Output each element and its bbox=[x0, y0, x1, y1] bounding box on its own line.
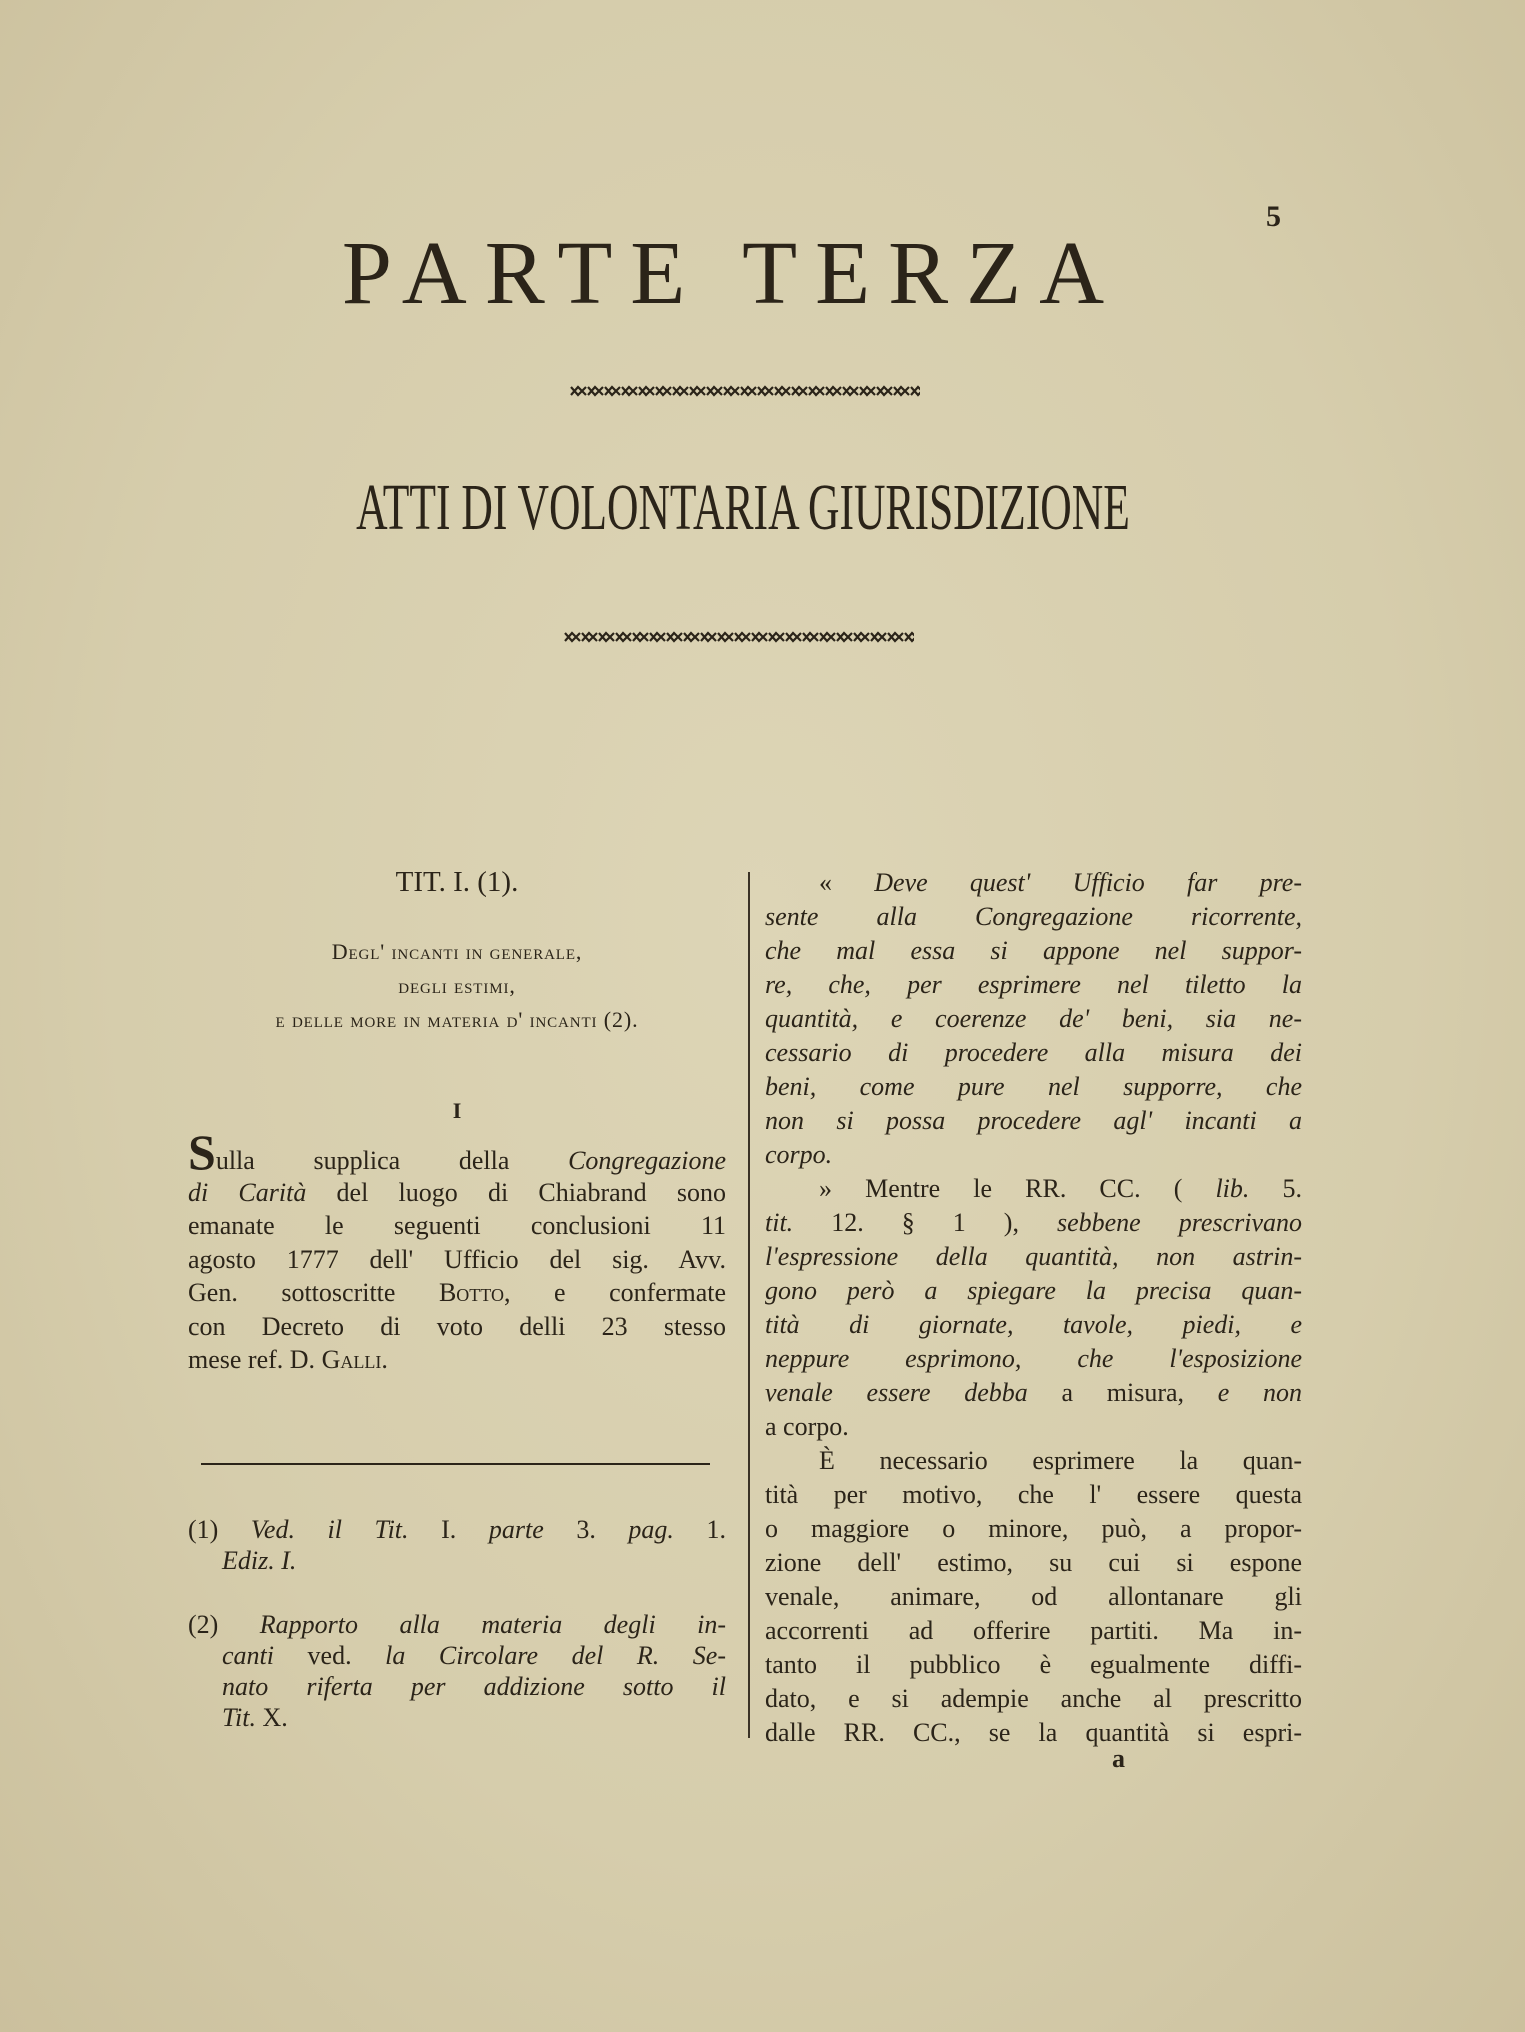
text-segment: sebbene prescrivano bbox=[1056, 1208, 1302, 1237]
text-segment: « bbox=[819, 868, 875, 897]
left-body-text bbox=[188, 1124, 726, 1377]
section-number: I bbox=[452, 1098, 462, 1123]
page-number: 5 bbox=[1266, 200, 1281, 233]
text-segment: l'espressione della quantità, non astrin- bbox=[765, 1242, 1302, 1271]
text-segment: tanto il pubblico è egualmente diffi- bbox=[765, 1650, 1302, 1679]
text-segment: gono però a spiegare la precisa quan- bbox=[765, 1276, 1302, 1305]
text-line bbox=[188, 1124, 726, 1180]
text-line bbox=[765, 968, 1302, 1002]
right-body-text bbox=[765, 866, 1302, 1750]
text-line bbox=[188, 1514, 726, 1545]
text-segment: beni, come pure nel supporre, che bbox=[765, 1072, 1302, 1101]
text-segment: Congregazione bbox=[568, 1146, 726, 1175]
text-segment: agosto 1777 dell' Ufficio del sig. Avv. bbox=[188, 1244, 726, 1274]
text-segment: X. bbox=[255, 1703, 288, 1732]
text-segment: 1. bbox=[673, 1515, 727, 1544]
text-segment: Galli bbox=[321, 1345, 382, 1374]
text-line bbox=[765, 1648, 1302, 1682]
text-line bbox=[765, 1478, 1302, 1512]
text-segment: emanate le seguenti conclusioni 11 bbox=[188, 1211, 726, 1240]
part-title: PARTE TERZA bbox=[341, 224, 1123, 323]
text-segment: tit. bbox=[765, 1208, 794, 1237]
text-line bbox=[765, 1104, 1302, 1138]
text-segment: . bbox=[381, 1345, 388, 1374]
text-line bbox=[188, 1545, 726, 1576]
text-line bbox=[765, 1444, 1302, 1478]
ornament-divider bbox=[570, 384, 920, 398]
text-segment: pag. bbox=[628, 1515, 674, 1544]
text-line bbox=[765, 1410, 1302, 1444]
text-line bbox=[765, 1716, 1302, 1750]
text-segment: cessario di procedere alla misura dei bbox=[765, 1038, 1302, 1067]
text-segment: lib. bbox=[1215, 1174, 1250, 1203]
text-segment: o maggiore o minore, può, a propor- bbox=[765, 1514, 1302, 1543]
text-line bbox=[765, 1002, 1302, 1036]
subheading-line: degli estimi, bbox=[398, 973, 516, 998]
text-segment: Botto bbox=[438, 1278, 504, 1307]
text-line bbox=[188, 1640, 726, 1671]
text-segment: nato riferta per addizione sotto il bbox=[222, 1672, 726, 1701]
text-segment: canti bbox=[222, 1641, 274, 1670]
text-segment: sente alla Congregazione ricorrente, bbox=[765, 902, 1302, 931]
text-line bbox=[188, 1243, 726, 1277]
subheading-line: e delle more in materia d' incanti (2). bbox=[275, 1007, 639, 1032]
text-line bbox=[765, 1036, 1302, 1070]
text-segment: (1) bbox=[188, 1515, 251, 1544]
text-segment: corpo. bbox=[765, 1140, 833, 1169]
ornament-divider bbox=[564, 630, 914, 644]
text-line bbox=[765, 1614, 1302, 1648]
text-segment: 3. bbox=[543, 1515, 629, 1544]
text-line bbox=[765, 1138, 1302, 1172]
text-segment: quantità, e coerenze de' beni, sia ne- bbox=[765, 1004, 1302, 1033]
subheading-line: Degl' incanti in generale, bbox=[331, 939, 583, 964]
text-segment: (2) bbox=[188, 1610, 260, 1639]
text-line bbox=[188, 1609, 726, 1640]
text-line bbox=[765, 1172, 1302, 1206]
text-segment: ved. bbox=[274, 1641, 386, 1670]
title-heading: TIT. I. (1). bbox=[395, 866, 519, 898]
text-segment: » Mentre le RR. CC. ( bbox=[819, 1174, 1216, 1203]
text-segment: e non bbox=[1217, 1378, 1302, 1407]
text-line bbox=[765, 1206, 1302, 1240]
text-line bbox=[765, 866, 1302, 900]
text-segment: con Decreto di voto delli 23 stesso bbox=[188, 1311, 726, 1341]
column-divider bbox=[748, 872, 750, 1738]
text-line bbox=[765, 1376, 1302, 1410]
text-segment: Deve quest' Ufficio far pre- bbox=[874, 868, 1302, 897]
text-segment: di Carità bbox=[188, 1177, 307, 1207]
text-segment: dato, e si adempie anche al prescritto bbox=[765, 1684, 1302, 1713]
text-segment: del luogo di Chiabrand sono bbox=[306, 1177, 726, 1207]
text-segment: Ved. il Tit. bbox=[250, 1515, 409, 1544]
footnote-rule bbox=[201, 1463, 710, 1465]
text-segment: non si possa procedere agl' incanti a bbox=[765, 1106, 1302, 1135]
text-segment: a corpo. bbox=[765, 1412, 849, 1441]
text-line bbox=[765, 1546, 1302, 1580]
text-line bbox=[188, 1276, 726, 1310]
text-segment: zione dell' estimo, su cui si espone bbox=[765, 1548, 1302, 1577]
text-segment: Gen. sottoscritte bbox=[188, 1278, 439, 1307]
text-segment: venale, animare, od allontanare gli bbox=[765, 1582, 1302, 1611]
text-segment: Tit. bbox=[222, 1703, 256, 1732]
text-segment: venale essere debba bbox=[765, 1378, 1028, 1407]
text-line bbox=[188, 1176, 726, 1210]
text-line bbox=[765, 1274, 1302, 1308]
spacer bbox=[188, 1576, 726, 1609]
title-subheadings bbox=[188, 935, 726, 1037]
text-line bbox=[188, 1310, 726, 1344]
text-segment: 12. § 1 ), bbox=[793, 1208, 1057, 1237]
text-line bbox=[765, 900, 1302, 934]
text-segment: re, che, per esprimere nel tiletto la bbox=[765, 970, 1302, 999]
signature-mark: a bbox=[1112, 1744, 1125, 1773]
text-segment: È necessario esprimere la quan- bbox=[819, 1446, 1302, 1475]
text-segment: dalle RR. CC., se la quantità si espri- bbox=[765, 1718, 1302, 1747]
text-segment: che mal essa si appone nel suppor- bbox=[765, 936, 1302, 965]
text-segment: Ediz. I. bbox=[222, 1546, 297, 1575]
text-line bbox=[765, 1070, 1302, 1104]
section-title: ATTI DI VOLONTARIA GIURISDIZIONE bbox=[356, 471, 1130, 544]
footnotes bbox=[188, 1514, 726, 1733]
text-segment: Rapporto alla materia degli in- bbox=[259, 1610, 727, 1639]
text-line bbox=[188, 1671, 726, 1702]
text-segment: parte bbox=[488, 1515, 544, 1544]
drop-cap: S bbox=[188, 1124, 216, 1180]
text-segment: I. bbox=[408, 1515, 489, 1544]
text-line bbox=[765, 1308, 1302, 1342]
text-line bbox=[765, 1580, 1302, 1614]
text-segment: ulla supplica della bbox=[215, 1146, 569, 1175]
text-segment: neppure esprimono, che l'esposizione bbox=[765, 1344, 1302, 1373]
text-segment: , e confermate bbox=[503, 1278, 726, 1307]
text-segment: tità per motivo, che l' essere questa bbox=[765, 1480, 1302, 1509]
text-segment: mese ref. D. bbox=[188, 1345, 322, 1374]
text-line bbox=[765, 1682, 1302, 1716]
text-segment: a misura, bbox=[1027, 1378, 1218, 1407]
text-line bbox=[188, 1209, 726, 1243]
text-segment: 5. bbox=[1249, 1174, 1303, 1203]
text-line bbox=[188, 1702, 726, 1733]
text-line bbox=[765, 1342, 1302, 1376]
text-segment: tità di giornate, tavole, piedi, e bbox=[765, 1310, 1302, 1339]
right-column bbox=[765, 866, 1302, 1750]
text-line bbox=[765, 1512, 1302, 1546]
text-line bbox=[765, 1240, 1302, 1274]
text-segment: accorrenti ad offerire partiti. Ma in- bbox=[765, 1616, 1302, 1645]
text-segment: la Circolare del R. Se- bbox=[385, 1641, 726, 1670]
text-line bbox=[188, 1343, 726, 1377]
text-line bbox=[765, 934, 1302, 968]
